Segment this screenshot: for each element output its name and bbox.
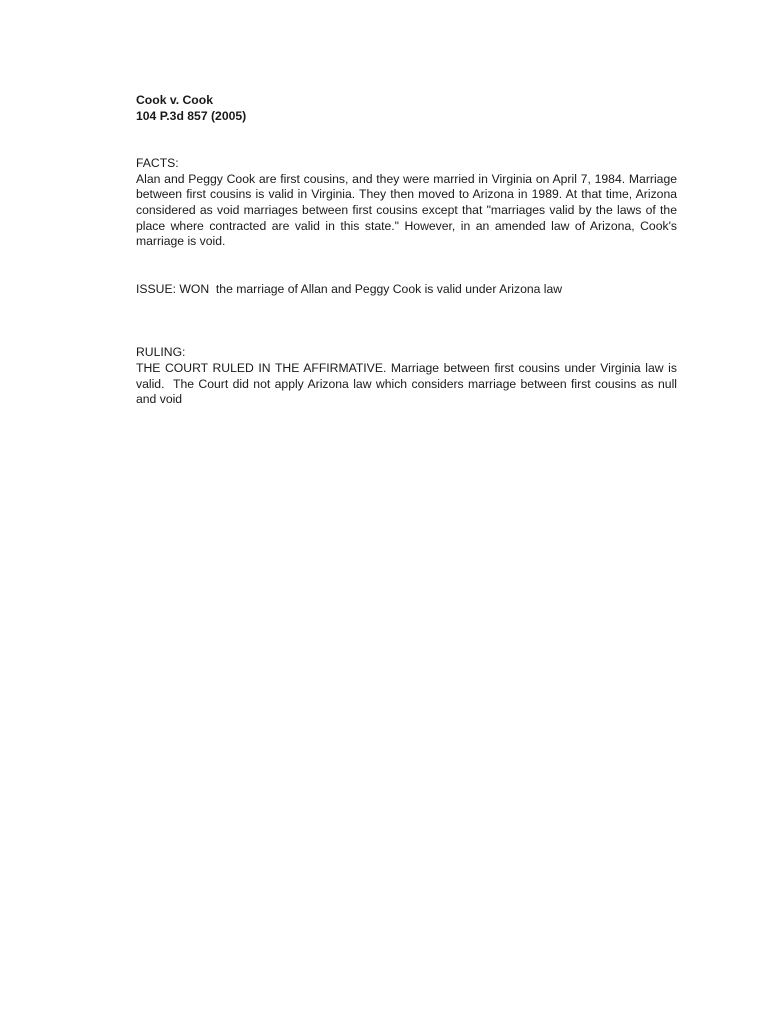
case-citation: 104 P.3d 857 (2005) xyxy=(136,108,247,123)
issue-text: ISSUE: WON the marriage of Allan and Peggy Cook is valid under Arizona law xyxy=(136,281,563,296)
case-title: Cook v. Cook xyxy=(136,93,213,107)
ruling-label: RULING: xyxy=(136,345,186,360)
facts-text: Alan and Peggy Cook are first cousins, and they were married in Virginia on April 7, 1984. Marriage between first cousins is valid in Virginia. They then moved to Arizona in 1989. At that time, Arizona considered as void marriages between first cousins except that "marriages valid by the laws of the place where contracted are valid in this state." However, in an amended law of Arizona, Cook's marriage is void. xyxy=(136,171,684,249)
ruling-text: THE COURT RULED IN THE AFFIRMATIVE. Marriage between first cousins under Virginia law is valid. The Court did not apply Arizona law which considers marriage between first cousins as null and void xyxy=(136,360,681,407)
spacer xyxy=(136,124,677,156)
facts-label: FACTS: xyxy=(136,156,179,171)
spacer xyxy=(136,250,677,282)
spacer xyxy=(136,297,677,345)
case-digest xyxy=(136,93,684,408)
